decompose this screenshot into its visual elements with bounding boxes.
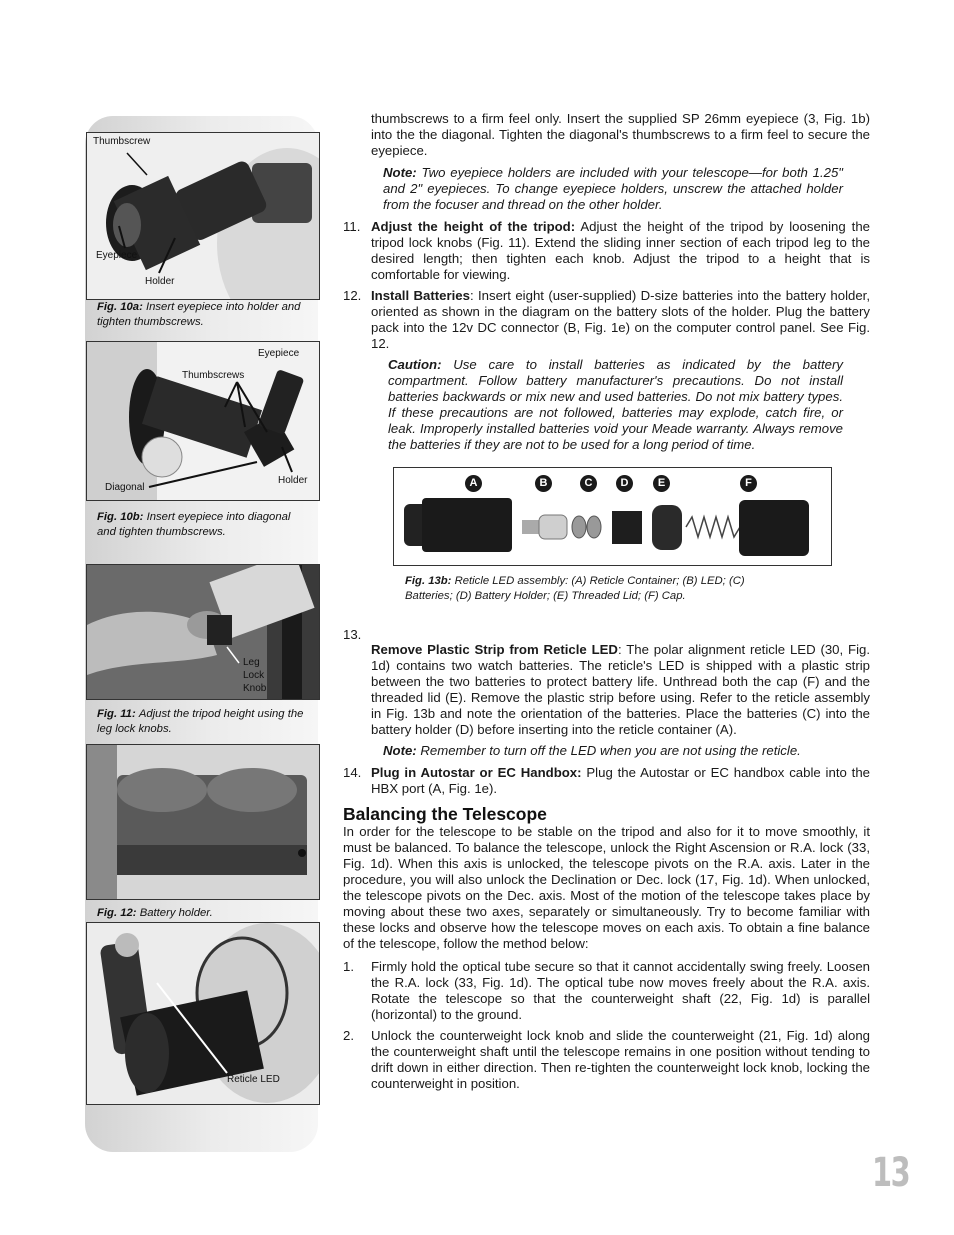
step-12-text <box>371 288 870 352</box>
step-13-body: : The polar alignment reticle LED (30, Fig. 1d) contains two watch batteries. The reticle's LED is shipped with a plastic strip between the two batteries to protect battery life. Unthread both the cap (F) and the threaded lid (E). Remove the plastic strip before using. Refer to the reticle assembly in Fig. 13b and note the orientation of the batteries. Place the batteries (C) into the battery holder (D) before inserting into the reticle container (A). <box>371 642 870 737</box>
fig-10a-photo <box>86 132 320 300</box>
fig-11-caption <box>97 707 312 737</box>
step-11-text <box>371 219 870 283</box>
caution-paragraph <box>388 357 843 453</box>
step-13-title: Remove Plastic Strip from Reticle LED <box>371 642 618 657</box>
fig-10b-label-thumbscrews: Thumbscrews <box>182 370 245 381</box>
fig-11-caption-label: Fig. 11: <box>97 708 136 720</box>
step-14-body: Plug the Autostar or EC handbox cable into the HBX port (A, Fig. 1e). <box>371 765 870 796</box>
fig-13a-photo <box>86 922 320 1105</box>
step-11-title: Adjust the height of the tripod: <box>371 219 576 234</box>
fig-10a-label-thumbscrew: Thumbscrew <box>93 136 151 147</box>
fig-10a-caption-text: Insert eyepiece into holder and tighten thumbscrews. <box>97 301 301 328</box>
fig-10b-label-holder: Holder <box>278 475 308 486</box>
fig-13b-badge-a: A <box>465 475 482 492</box>
fig-13b-badge-b: B <box>535 475 552 492</box>
note-eyepiece-holders <box>383 165 843 213</box>
fig-11-photo <box>86 564 320 700</box>
fig-13b-photo <box>393 467 832 566</box>
fig-12-photo <box>86 744 320 900</box>
page-number: 13 <box>872 1150 910 1196</box>
caution-label: Caution: <box>388 357 442 372</box>
fig-10a-label-eyepiece: Eyepiece <box>96 250 138 261</box>
balance-step-2-number: 2. <box>343 1028 354 1043</box>
fig-10b-caption <box>97 510 312 540</box>
fig-10b-label-eyepiece: Eyepiece <box>258 348 300 359</box>
fig-10b-label-diagonal: Diagonal <box>105 482 145 493</box>
fig-11-caption-text: Adjust the tripod height using the leg lock knobs. <box>97 708 304 735</box>
note-led-text: Remember to turn off the LED when you are not using the reticle. <box>420 743 801 758</box>
fig-12-caption-text: Battery holder. <box>139 907 213 919</box>
step-11-body: Adjust the height of the tripod by loosening the tripod lock knobs (Fig. 11). Extend the sliding inner section of each tripod leg to the desired length; then tighten each knob. Adjust the tripod to a height that is comfortable for viewing. <box>371 219 871 282</box>
fig-13b-caption <box>405 574 785 604</box>
fig-13b-caption-text: Reticle LED assembly: (A) Reticle Container; (B) LED; (C) Batteries; (D) Battery Holder; (E) Threaded Lid; (F) Cap. <box>405 575 745 602</box>
note-led-label: Note: <box>383 743 417 758</box>
balance-step-2-text: Unlock the counterweight lock knob and slide the counterweight (21, Fig. 1d) along the counterweight shaft until the telescope remains in one position without tending to drift down in either direction. Then re-tighten the counterweight lock knob, locking the counterweight in position. <box>371 1028 870 1091</box>
fig-13b-badge-e: E <box>653 475 670 492</box>
step-12-title: Install Batteries <box>371 288 470 303</box>
note-led <box>383 743 853 759</box>
step-14-number: 14. <box>343 765 362 780</box>
fig-13b-badge-c: C <box>580 475 597 492</box>
note-text: Two eyepiece holders are included with your telescope—for both 1.25" and 2" eyepieces. To change eyepiece holders, unscrew the attached holder from the focuser and thread on the other holder. <box>383 165 843 212</box>
fig-11-label-leg: Leg <box>243 657 260 668</box>
fig-10b-caption-text: Insert eyepiece into diagonal and tighten thumbscrews. <box>97 511 291 538</box>
caution-text: Use care to install batteries as indicated by the battery compartment. Follow battery manufacturer's precautions. Do not install batteries backwards or mix new and used batteries. Do not mix battery types. If these precautions are not followed, batteries may explode, catch fire, or leak. Improperly installed batteries void your Meade warranty. Always remove the batteries if they are not to be used for a long period of time. <box>388 357 843 452</box>
fig-12-caption <box>97 906 312 921</box>
intro-paragraph: thumbscrews to a firm feel only. Insert the supplied SP 26mm eyepiece (3, Fig. 1b) into the the diagonal. Tighten the diagonal's thumbscrews to a firm feel to secure the eyepiece. <box>371 111 870 158</box>
fig-10a-caption-label: Fig. 10a: <box>97 301 143 313</box>
step-14-title: Plug in Autostar or EC Handbox: <box>371 765 582 780</box>
balance-step-1-text: Firmly hold the optical tube secure so that it cannot accidentally swing freely. Loosen the R.A. lock (33, Fig. 1d). The optical tube now moves freely about the R.A. axis. Rotate the telescope so that the counterweight shaft (22, Fig. 1d) is parallel (horizontal) to the ground. <box>371 959 870 1022</box>
step-13-number: 13. <box>343 627 362 642</box>
fig-13b-caption-label: Fig. 13b: <box>405 575 452 587</box>
balance-step-1-number: 1. <box>343 959 354 974</box>
section-heading: Balancing the Telescope <box>343 804 547 824</box>
step-11-number: 11. <box>343 219 361 234</box>
fig-13b-badge-d: D <box>616 475 633 492</box>
fig-12-caption-label: Fig. 12: <box>97 907 137 919</box>
step-12-number: 12. <box>343 288 362 303</box>
fig-13b-badge-f: F <box>740 475 757 492</box>
step-13-text <box>371 642 870 738</box>
fig-13a-label-reticle-led: Reticle LED <box>227 1074 280 1085</box>
fig-11-label-knob: Knob <box>243 683 267 694</box>
note-label: Note: <box>383 165 417 180</box>
fig-10a-label-holder: Holder <box>145 276 175 287</box>
fig-10b-caption-label: Fig. 10b: <box>97 511 144 523</box>
fig-10a-caption <box>97 300 312 330</box>
fig-11-label-lock: Lock <box>243 670 265 681</box>
step-14-text <box>371 765 870 797</box>
balance-intro: In order for the telescope to be stable on the tripod and also for it to move smoothly, it must be balanced. To balance the telescope, unlock the Right Ascension or R.A. lock (33, Fig. 1d). When this axis is unlocked, the telescope pivots on the R.A. axis. Later in the procedure, you will also unlock the Declination or Dec. lock (17, Fig. 1d). When unlocked, the telescope pivots on the Dec. axis. Most of the motion of the telescope takes place by moving about these two axes, separately or simultaneously. Try to become familiar with these locks and observe how the telescope moves on each axis. To obtain a fine balance of the telescope, follow the method below: <box>343 824 870 951</box>
step-12-body: : Insert eight (user-supplied) D-size batteries into the battery holder, oriented as shown in the diagram on the battery slots of the holder. Plug the battery pack into the 12v DC connector (B, Fig. 1e) on the computer control panel. See Fig. 12. <box>371 288 870 351</box>
